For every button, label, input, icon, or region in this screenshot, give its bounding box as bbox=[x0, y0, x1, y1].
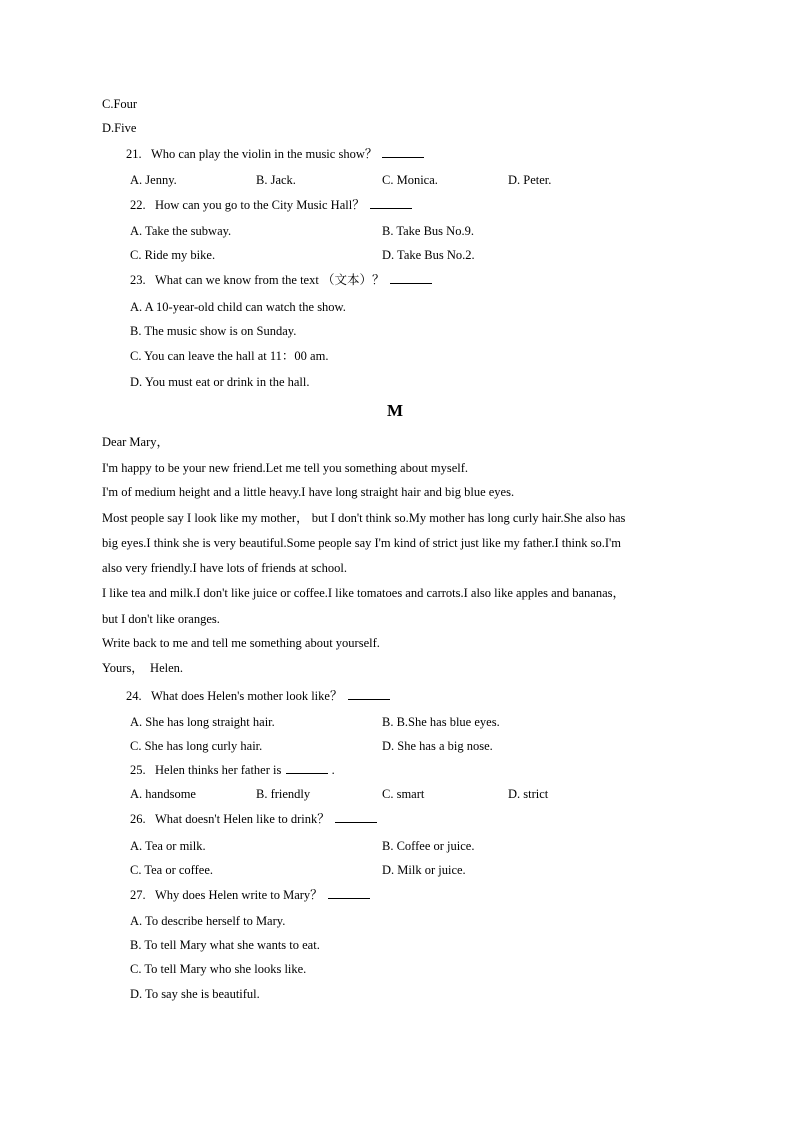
option-c: C. Monica. bbox=[382, 173, 438, 187]
option-d: D. To say she is beautiful. bbox=[130, 987, 260, 1001]
letter-line: big eyes.I think she is very beautiful.Some people say I'm kind of strict just like my father.I think so.I'm bbox=[102, 536, 621, 550]
option-a: A. To describe herself to Mary. bbox=[130, 914, 286, 928]
answer-blank[interactable] bbox=[286, 763, 328, 774]
option-d: D. strict bbox=[508, 787, 549, 801]
option-b: B. Jack. bbox=[256, 173, 296, 187]
answer-blank[interactable] bbox=[390, 273, 432, 284]
option-a: A. Jenny. bbox=[130, 173, 177, 187]
question-22 bbox=[130, 197, 412, 213]
question-21 bbox=[126, 146, 424, 162]
option-c: C. Ride my bike. bbox=[130, 248, 216, 262]
option-d: D. You must eat or drink in the hall. bbox=[130, 375, 310, 389]
answer-blank[interactable] bbox=[348, 689, 390, 700]
option-a: A. A 10-year-old child can watch the show. bbox=[130, 300, 346, 314]
option-c: C. smart bbox=[382, 787, 425, 801]
question-text: 27. Why does Helen write to Mary？ bbox=[130, 888, 323, 902]
option-c-prev: C.Four bbox=[102, 97, 138, 111]
question-text: 26. What doesn't Helen like to drink？ bbox=[130, 812, 330, 826]
question-text: 22. How can you go to the City Music Hall？ bbox=[130, 198, 365, 212]
option-b: B. Coffee or juice. bbox=[382, 839, 475, 853]
option-d-prev: D.Five bbox=[102, 121, 137, 135]
letter-line: I'm of medium height and a little heavy.I have long straight hair and big blue eyes. bbox=[102, 485, 515, 499]
answer-blank[interactable] bbox=[370, 198, 412, 209]
option-b: B. The music show is on Sunday. bbox=[130, 324, 297, 338]
answer-blank[interactable] bbox=[328, 888, 370, 899]
letter-line: also very friendly.I have lots of friends at school. bbox=[102, 561, 347, 575]
letter-closing: Yours， Helen. bbox=[102, 661, 184, 675]
letter-line: I like tea and milk.I don't like juice or coffee.I like tomatoes and carrots.I also like apples and bananas， bbox=[102, 586, 626, 600]
question-25 bbox=[130, 762, 335, 778]
option-d: D. Milk or juice. bbox=[382, 863, 466, 877]
letter-greeting: Dear Mary， bbox=[102, 435, 169, 449]
option-a: A. handsome bbox=[130, 787, 196, 801]
answer-blank[interactable] bbox=[335, 812, 377, 823]
section-heading: M bbox=[387, 401, 404, 420]
letter-line: Write back to me and tell me something about yourself. bbox=[102, 636, 380, 650]
question-end: . bbox=[331, 763, 335, 777]
letter-line: I'm happy to be your new friend.Let me tell you something about myself. bbox=[102, 461, 469, 475]
letter-line: but I don't like oranges. bbox=[102, 612, 220, 626]
option-c: C. To tell Mary who she looks like. bbox=[130, 962, 307, 976]
option-d: D. Peter. bbox=[508, 173, 552, 187]
option-c: C. You can leave the hall at 11：00 am. bbox=[130, 349, 329, 363]
question-26 bbox=[130, 811, 377, 827]
option-b: B. friendly bbox=[256, 787, 311, 801]
option-b: B. B.She has blue eyes. bbox=[382, 715, 500, 729]
option-d: D. She has a big nose. bbox=[382, 739, 493, 753]
question-23 bbox=[130, 272, 432, 288]
option-d: D. Take Bus No.2. bbox=[382, 248, 475, 262]
option-b: B. To tell Mary what she wants to eat. bbox=[130, 938, 320, 952]
answer-blank[interactable] bbox=[382, 147, 424, 158]
option-a: A. Tea or milk. bbox=[130, 839, 206, 853]
question-24 bbox=[126, 688, 390, 704]
question-text: 24. What does Helen's mother look like？ bbox=[126, 689, 343, 703]
question-text: 21. Who can play the violin in the music show？ bbox=[126, 147, 378, 161]
option-c: C. Tea or coffee. bbox=[130, 863, 214, 877]
letter-line: Most people say I look like my mother， but I don't think so.My mother has long curly hair.She also has bbox=[102, 511, 626, 525]
question-27 bbox=[130, 887, 370, 903]
option-b: B. Take Bus No.9. bbox=[382, 224, 474, 238]
option-a: A. Take the subway. bbox=[130, 224, 232, 238]
question-text: 23. What can we know from the text （文本）？ bbox=[130, 273, 385, 287]
question-text: 25. Helen thinks her father is bbox=[130, 763, 282, 777]
option-a: A. She has long straight hair. bbox=[130, 715, 275, 729]
option-c: C. She has long curly hair. bbox=[130, 739, 263, 753]
